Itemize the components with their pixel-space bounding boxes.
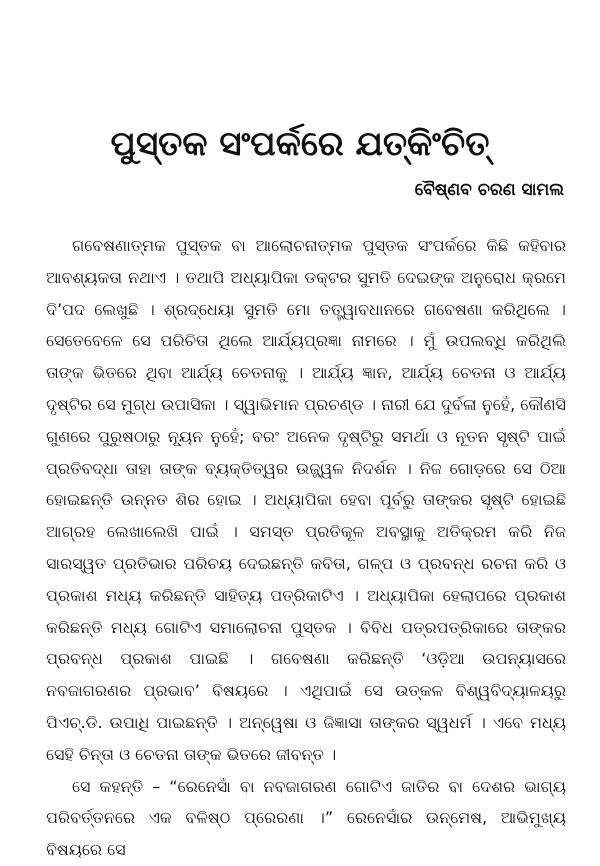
author-name: ବୈଷ୍ଣବ ଚରଣ ସାମଲ — [414, 180, 564, 200]
page-title: ପୁସ୍ତକ ସଂପର୍କରେ ଯତ୍‌କିଂଚିତ୍ — [110, 124, 490, 164]
paragraph-2: ସେ କହନ୍ତି – “ରେନେସାଁ ବା ନବଜାଗରଣ ଗୋଟିଏ ଜାତିର ବା ଦେଶର ଭାଗ୍ୟ ପରିବର୍ତ୍ତନରେ ଏକ ବଳିଷ୍ଠ ପ୍ରେରଣା ।” ରେନେସାଁର ଉନ୍ମେଷ, ଆଭିମୁଖ୍ୟ ବିଷୟରେ ସେ — [46, 776, 566, 860]
body-text — [46, 230, 566, 866]
paragraph-1: ଗବେଷଣାତ୍ମକ ପୁସ୍ତକ ବା ଆଲୋଚନାତ୍ମକ ପୁସ୍ତକ ସଂପର୍କରେ କିଛି କହିବାର ଆବଶ୍ୟକତା ନଥାଏ । ତଥାପି ଅଧ୍ୟାପିକା ଡକ୍‌ଟର ସୁମତି ଦେଇଙ୍କ ଅନୁରୋଧ କ୍ରମେ ଦି’ପଦ ଲେଖୁଛି । ଶ୍ରଦ୍ଧେୟା ସୁମତି ମୋ ତତ୍ତ୍ୱାବଧାନରେ ଗବେଷଣା କରିଥିଲେ । ସେତେବେଳେ ସେ ପରିଚିତା ଥିଲେ ଆର୍ଯ୍ୟପ୍ରଜ୍ଞା ନାମରେ । ମୁଁ ଉପଲବ୍ଧି କରିଥିଲି ତାଙ୍କ ଭିତରେ ଥିବା ଆର୍ଯ୍ୟ ଚେତନାକୁ । ଆର୍ଯ୍ୟ ଜ୍ଞାନ, ଆର୍ଯ୍ୟ ଚେତନା ଓ ଆର୍ଯ୍ୟ ଦୃଷ୍ଟିର ସେ ମୁଗ୍‌ଧ ଉପାସିକା । ସ୍ୱାଭିମାନ ପ୍ରଚଣ୍ଡ । ନାରୀ ଯେ ଦୁର୍ବଳା ନୁହେଁ, କୌଣସି ଗୁଣରେ ପୁରୁଷଠାରୁ ନ୍ୟୂନ ନୁହେଁ; ବରଂ ଅନେକ ଦୃଷ୍ଟିରୁ ସମର୍ଥା ଓ ନୂତନ ସୃଷ୍ଟି ପାଇଁ ପ୍ରତିବଦ୍ଧା ତାହା ତାଙ୍କ ବ୍ୟକ୍ତିତ୍ୱର ଉଜ୍ଜ୍ୱଳ ନିଦର୍ଶନ । ନିଜ ଗୋଡ଼ରେ ସେ ଠିଆ ହୋଇଛନ୍ତି ଉନ୍ନତ ଶିର ହୋଇ । ଅଧ୍ୟାପିକା ହେବା ପୂର୍ବରୁ ତାଙ୍କର ସୃଷ୍ଟି ହୋଇଛି ଆଗ୍ରହ ଲେଖାଲେଖି ପାଇଁ । ସମସ୍ତ ପ୍ରତିକୂଳ ଅବସ୍ଥାକୁ ଅତିକ୍ରମ କରି ନିଜ ସାରସ୍ୱତ ପ୍ରତିଭାର ପରିଚୟ ଦେଇଛନ୍ତି କବିତା, ଗଳ୍ପ ଓ ପ୍ରବନ୍ଧ ରଚନା କରି ଓ ପ୍ରକାଶ ମଧ୍ୟ କରିଛନ୍ତି ସାହିତ୍ୟ ପତ୍ରିକାଟିଏ । ଅଧ୍ୟାପିକା ହେଲାପରେ ପ୍ରକାଶ କରିଛନ୍ତି ମଧ୍ୟ ଗୋଟିଏ ସମାଲୋଚନା ପୁସ୍ତକ । ବିବିଧ ପତ୍ରପତ୍ରିକାରେ ତାଙ୍କର ପ୍ରବନ୍ଧ ପ୍ରକାଶ ପାଇଛି । ଗବେଷଣା କରିଛନ୍ତି ‘ଓଡ଼ିଆ ଉପନ୍ୟାସରେ ନବଜାଗରଣର ପ୍ରଭାବ’ ବିଷୟରେ । ଏଥିପାଇଁ ସେ ଉତ୍କଳ ବିଶ୍ୱବିଦ୍ୟାଳୟରୁ ପିଏଚ୍‌.ଡି. ଉପାଧି ପାଇଛନ୍ତି । ଅନ୍ୱେଷା ଓ ଜିଜ୍ଞାସା ତାଙ୍କର ସ୍ୱଧର୍ମ । ଏବେ ମଧ୍ୟ ସେହି ଚିନ୍ତା ଓ ଚେତନା ତାଙ୍କ ଭିତରେ ଜୀବନ୍ତ । — [46, 236, 566, 764]
